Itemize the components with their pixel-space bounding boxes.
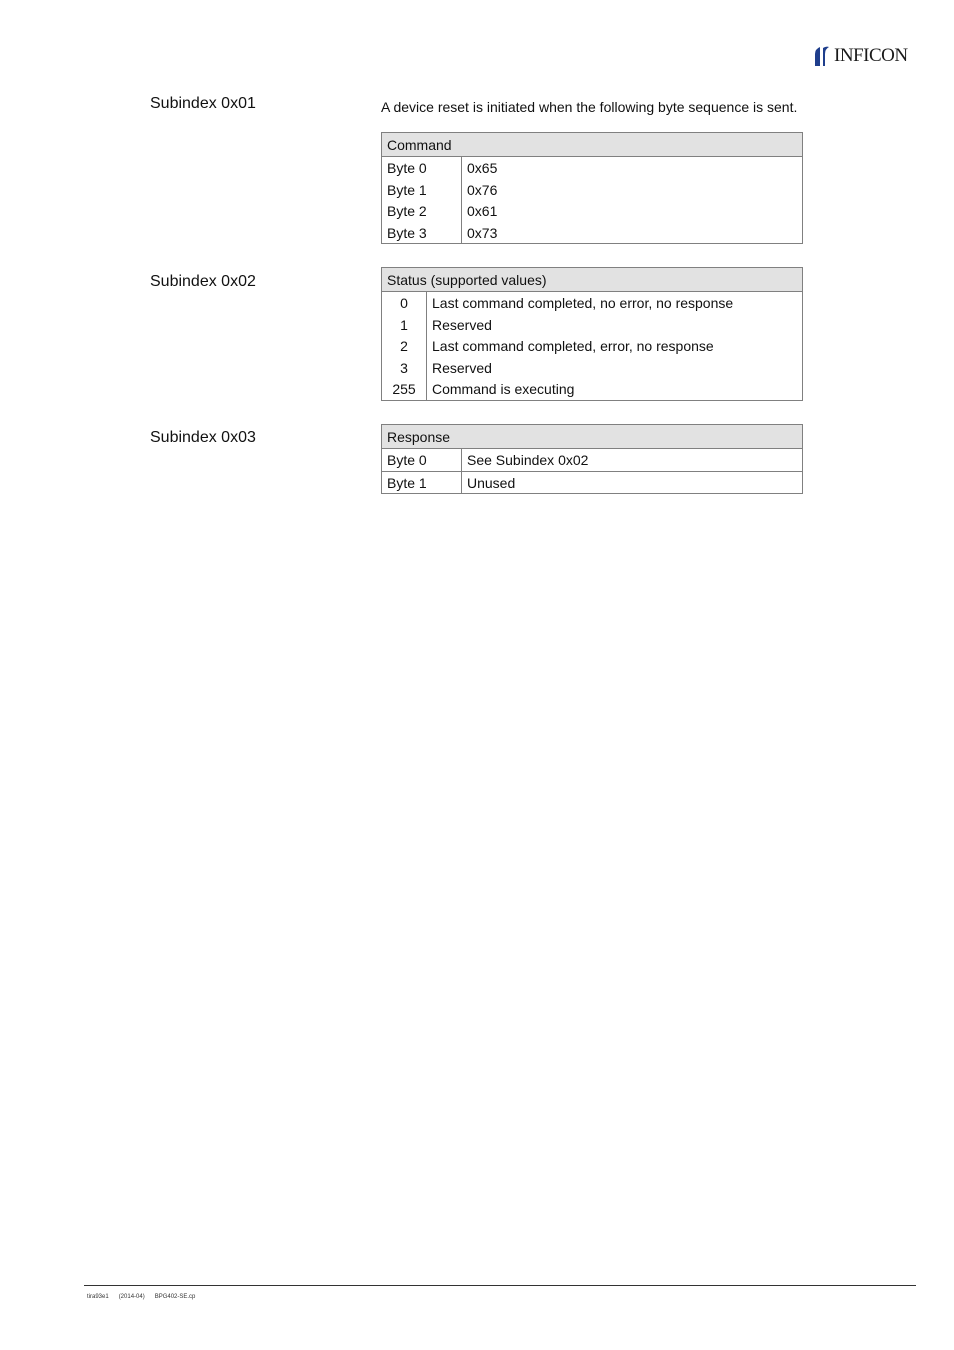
footer-file: BPG402-SE.cp [154, 1294, 196, 1300]
command-table [381, 132, 803, 244]
table-cell-value: Command is executing [432, 381, 575, 397]
inficon-logo-icon [812, 45, 832, 67]
table-cell-value: Last command completed, error, no response [432, 338, 714, 354]
table-row [382, 179, 802, 201]
status-table-header: Status (supported values) [382, 268, 802, 292]
table-row [382, 222, 802, 244]
table-cell-key: Byte 0 [382, 449, 462, 471]
table-row [382, 314, 802, 336]
response-table [381, 424, 803, 494]
table-cell-value: Unused [467, 474, 516, 491]
command-table-header: Command [382, 133, 802, 157]
table-row [382, 157, 802, 179]
footer [87, 1294, 205, 1300]
table-cell-key: 3 [382, 357, 427, 379]
table-cell-key: Byte 1 [382, 179, 462, 201]
status-table [381, 267, 803, 401]
table-cell-value: Reserved [432, 316, 492, 333]
table-cell-value: 0x61 [467, 203, 498, 219]
table-cell-value: 0x65 [467, 160, 498, 176]
response-table-header: Response [382, 425, 802, 449]
footer-divider [84, 1285, 916, 1286]
inficon-logo [812, 44, 908, 68]
table-row [382, 335, 802, 357]
table-row [382, 200, 802, 222]
table-cell-value: 0x76 [467, 181, 498, 198]
table-cell-value: See Subindex 0x02 [467, 452, 589, 468]
footer-doc-id: tira93e1 [87, 1294, 109, 1300]
section-label-subindex-03: Subindex 0x03 [150, 429, 256, 446]
table-cell-value: Last command completed, no error, no response [432, 295, 734, 311]
table-row [382, 472, 802, 494]
table-cell-key: Byte 1 [382, 472, 462, 494]
table-cell-key: 0 [382, 292, 427, 314]
logo-text: INFICON [834, 45, 908, 66]
table-cell-key: Byte 2 [382, 200, 462, 222]
table-cell-key: Byte 3 [382, 222, 462, 244]
table-row [382, 292, 802, 314]
table-cell-value: 0x73 [467, 224, 498, 241]
table-cell-key: Byte 0 [382, 157, 462, 179]
section-intro: A device reset is initiated when the following byte sequence is sent. [381, 99, 798, 115]
table-cell-key: 255 [382, 378, 427, 400]
table-row [382, 378, 802, 400]
table-cell-value: Reserved [432, 359, 492, 376]
table-cell-key: 2 [382, 335, 427, 357]
table-row [382, 449, 802, 472]
table-row [382, 357, 802, 379]
footer-date: (2014-04) [118, 1294, 145, 1300]
section-label-subindex-02: Subindex 0x02 [150, 273, 256, 290]
table-cell-key: 1 [382, 314, 427, 336]
section-label-subindex-01: Subindex 0x01 [150, 95, 256, 112]
